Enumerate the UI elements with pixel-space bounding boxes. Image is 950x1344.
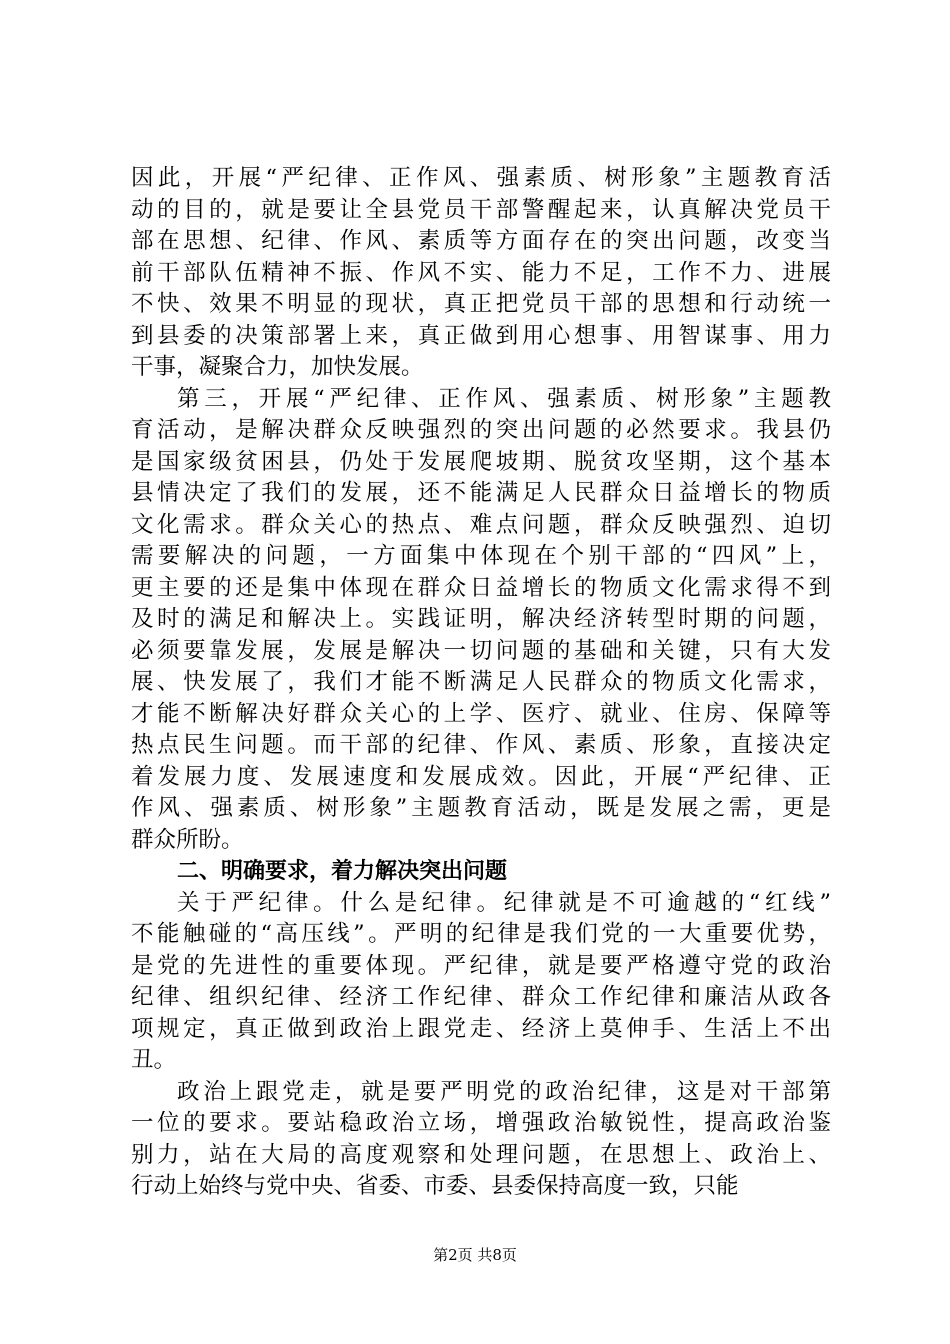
- document-body: [131, 163, 831, 1203]
- text-line: 需要解决的问题，一方面集中体现在个别干部的“四风”上，: [131, 543, 831, 569]
- text-line: 别力，站在大局的高度观察和处理问题，在思想上、政治上、: [131, 1141, 831, 1168]
- paragraph: [131, 1077, 831, 1203]
- text-line: 项规定，真正做到政治上跟党走、经济上莫伸手、生活上不出: [131, 1015, 831, 1042]
- text-line: 到县委的决策部署上来，真正做到用心想事、用智谋事、用力: [131, 322, 831, 349]
- text-line: 关于严纪律。什么是纪律。纪律就是不可逾越的“红线”: [177, 889, 831, 916]
- text-line: 必须要靠发展，发展是解决一切问题的基础和关键，只有大发: [131, 637, 831, 664]
- text-line: 是国家级贫困县，仍处于发展爬坡期、脱贫攻坚期，这个基本: [131, 448, 831, 475]
- text-line: 及时的满足和解决上。实践证明，解决经济转型时期的问题，: [131, 606, 831, 632]
- text-line: 部在思想、纪律、作风、素质等方面存在的突出问题，改变当: [131, 228, 831, 254]
- paragraph: [131, 888, 831, 1077]
- text-line: 作风、强素质、树形象”主题教育活动，既是发展之需，更是: [131, 795, 831, 821]
- text-line: 干事，凝聚合力，加快发展。: [131, 354, 424, 380]
- text-line: 育活动，是解决群众反映强烈的突出问题的必然要求。我县仍: [131, 417, 831, 443]
- text-line: 着发展力度、发展速度和发展成效。因此，开展“严纪律、正: [131, 763, 831, 790]
- paragraph: [131, 384, 831, 857]
- text-line: 政治上跟党走，就是要严明党的政治纪律，这是对干部第: [177, 1078, 831, 1105]
- text-line: 不能触碰的“高压线”。严明的纪律是我们党的一大重要优势，: [131, 921, 831, 947]
- text-line: 第三，开展“严纪律、正作风、强素质、树形象”主题教: [177, 385, 831, 412]
- text-line: 纪律、组织纪律、经济工作纪律、群众工作纪律和廉洁从政各: [131, 984, 831, 1010]
- text-line: 才能不断解决好群众关心的上学、医疗、就业、住房、保障等: [131, 700, 831, 727]
- section-heading: [131, 856, 831, 888]
- text-line: 动的目的，就是要让全县党员干部警醒起来，认真解决党员干: [131, 196, 831, 223]
- page-footer: [0, 1245, 950, 1265]
- text-line: 行动上始终与党中央、省委、市委、县委保持高度一致，只能: [131, 1173, 739, 1199]
- text-line: 县情决定了我们的发展，还不能满足人民群众日益增长的物质: [131, 480, 831, 506]
- text-line: 热点民生问题。而干部的纪律、作风、素质、形象，直接决定: [131, 732, 831, 758]
- text-line: 更主要的还是集中体现在群众日益增长的物质文化需求得不到: [131, 574, 831, 601]
- text-line: 展、快发展了，我们才能不断满足人民群众的物质文化需求，: [131, 669, 831, 695]
- text-line: 丑。: [131, 1047, 177, 1073]
- text-line: 不快、效果不明显的现状，真正把党员干部的思想和行动统一: [131, 291, 831, 317]
- page-number: 第2页 共8页: [433, 1246, 517, 1264]
- heading-text: 二、明确要求，着力解决突出问题: [177, 859, 508, 884]
- paragraph: [131, 163, 831, 384]
- text-line: 群众所盼。: [131, 826, 244, 853]
- text-line: 是党的先进性的重要体现。严纪律，就是要严格遵守党的政治: [131, 952, 831, 979]
- text-line: 前干部队伍精神不振、作风不实、能力不足，工作不力、进展: [131, 259, 831, 286]
- text-line: 因此，开展“严纪律、正作风、强素质、树形象”主题教育活: [131, 165, 831, 191]
- text-line: 文化需求。群众关心的热点、难点问题，群众反映强烈、迫切: [131, 511, 831, 538]
- text-line: 一位的要求。要站稳政治立场，增强政治敏锐性，提高政治鉴: [131, 1110, 831, 1136]
